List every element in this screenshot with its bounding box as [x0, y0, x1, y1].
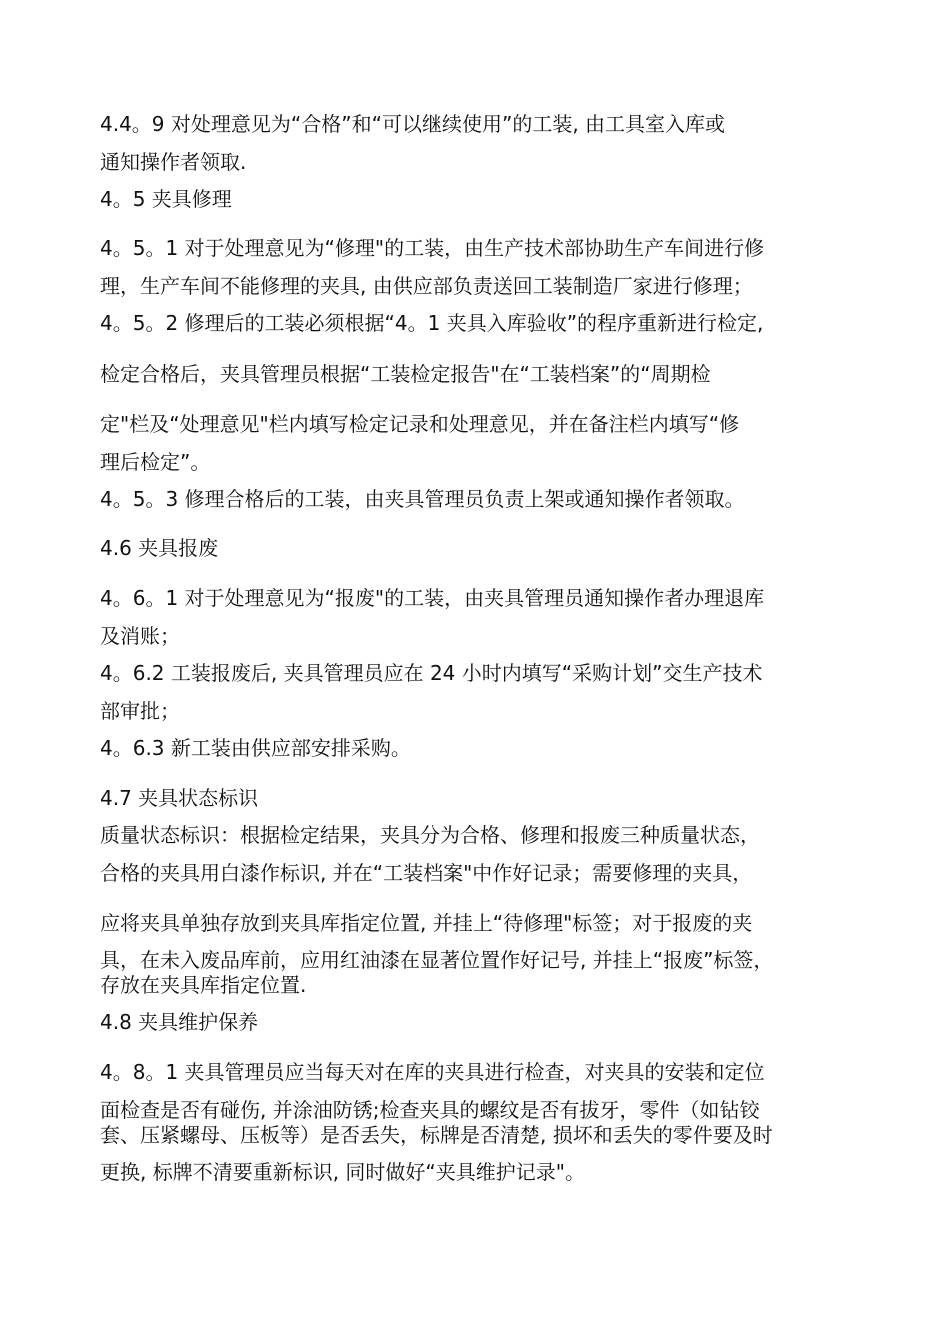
text-line: 理后检定”。	[100, 450, 211, 474]
text-line: 4。6。1 对于处理意见为“报废"的工装，由夹具管理员通知操作者办理退库	[100, 586, 765, 610]
text-line: 4。5。2 修理后的工装必须根据“4。1 夹具入库验收”的程序重新进行检定,	[100, 311, 764, 335]
text-line: 具，在未入废品库前，应用红油漆在显著位置作好记号, 并挂上“报废”标签，	[100, 948, 774, 972]
text-line: 更换, 标牌不清要重新标识, 同时做好“夹具维护记录"。	[100, 1160, 585, 1184]
text-line: 及消账；	[100, 624, 180, 648]
text-line: 检定合格后，夹具管理员根据“工装检定报告"在“工装档案”的“周期检	[100, 362, 711, 386]
text-line: 质量状态标识：根据检定结果，夹具分为合格、修理和报废三种质量状态，	[100, 823, 760, 847]
text-line: 4.4。9 对处理意见为“合格”和“可以继续使用”的工装, 由工具室入库或	[100, 112, 726, 136]
text-line: 4。6.3 新工装由供应部安排采购。	[100, 736, 411, 760]
text-line: 4。8。1 夹具管理员应当每天对在库的夹具进行检查，对夹具的安装和定位	[100, 1060, 765, 1084]
text-line: 应将夹具单独存放到夹具库指定位置, 并挂上“待修理"标签；对于报废的夹	[100, 911, 753, 935]
text-line: 通知操作者领取.	[100, 150, 247, 174]
section-heading: 4.6 夹具报废	[100, 536, 219, 560]
text-line: 部审批；	[100, 699, 180, 723]
text-line: 4。5。1 对于处理意见为“修理"的工装，由生产技术部协助生产车间进行修	[100, 236, 765, 260]
text-line: 面检查是否有碰伤, 并涂油防锈;检查夹具的螺纹是否有拔牙，零件（如钻铰	[100, 1098, 760, 1122]
text-line: 4。6.2 工装报废后, 夹具管理员应在 24 小时内填写“采购计划”交生产技术	[100, 661, 763, 685]
section-heading: 4.8 夹具维护保养	[100, 1010, 259, 1034]
text-line: 存放在夹具库指定位置.	[100, 973, 307, 997]
text-line: 合格的夹具用白漆作标识, 并在“工装档案"中作好记录；需要修理的夹具，	[100, 861, 753, 885]
text-line: 4。5。3 修理合格后的工装，由夹具管理员负责上架或通知操作者领取。	[100, 487, 745, 511]
section-heading: 4.7 夹具状态标识	[100, 786, 259, 810]
section-heading: 4。5 夹具修理	[100, 187, 232, 211]
text-line: 理，生产车间不能修理的夹具, 由供应部负责送回工装制造厂家进行修理；	[100, 274, 753, 298]
text-line: 套、压紧螺母、压板等）是否丢失，标牌是否清楚, 损坏和丢失的零件要及时	[100, 1123, 773, 1147]
text-line: 定"栏及“处理意见"栏内填写检定记录和处理意见，并在备注栏内填写“修	[100, 412, 740, 436]
